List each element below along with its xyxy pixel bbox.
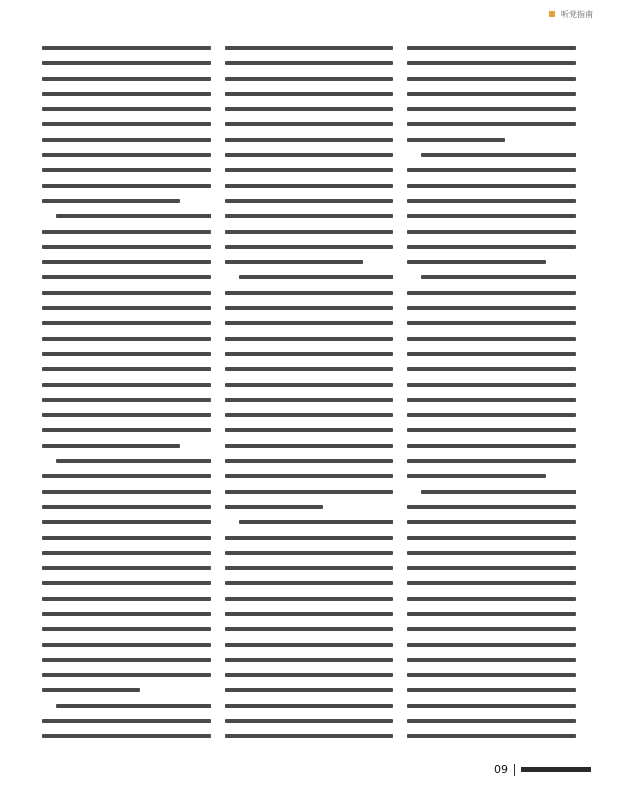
text-line xyxy=(407,551,576,555)
text-line xyxy=(407,138,505,142)
text-line xyxy=(407,627,576,631)
running-header xyxy=(549,6,593,22)
text-line xyxy=(407,383,576,387)
text-line xyxy=(225,46,394,50)
text-line xyxy=(225,107,394,111)
text-line xyxy=(407,61,576,65)
text-line xyxy=(421,275,576,279)
text-line xyxy=(56,459,211,463)
text-line xyxy=(407,581,576,585)
text-line xyxy=(225,444,394,448)
text-line xyxy=(42,643,211,647)
text-line xyxy=(407,474,545,478)
text-line xyxy=(407,520,576,524)
text-line xyxy=(225,61,394,65)
text-line xyxy=(225,490,394,494)
text-line xyxy=(407,260,545,264)
text-line xyxy=(225,536,394,540)
text-line xyxy=(407,704,576,708)
text-line xyxy=(42,612,211,616)
text-line xyxy=(407,597,576,601)
text-line xyxy=(56,214,211,218)
text-line xyxy=(42,61,211,65)
text-line xyxy=(42,122,211,126)
text-line xyxy=(239,275,394,279)
text-line xyxy=(407,444,576,448)
text-line xyxy=(42,734,211,738)
text-line xyxy=(225,291,394,295)
text-line xyxy=(225,612,394,616)
text-line xyxy=(225,581,394,585)
text-line xyxy=(225,260,363,264)
text-line xyxy=(225,459,394,463)
text-line xyxy=(225,383,394,387)
text-line xyxy=(225,352,394,356)
text-line xyxy=(56,704,211,708)
text-line xyxy=(407,291,576,295)
text-line xyxy=(225,627,394,631)
publication-name-logo xyxy=(521,767,591,772)
text-line xyxy=(42,688,140,692)
text-line xyxy=(42,383,211,387)
text-line xyxy=(407,321,576,325)
text-line xyxy=(407,107,576,111)
text-line xyxy=(225,474,394,478)
text-line xyxy=(225,214,394,218)
text-line xyxy=(42,199,180,203)
text-line xyxy=(42,107,211,111)
text-column-3 xyxy=(407,46,576,758)
text-column-2 xyxy=(225,46,394,758)
text-line xyxy=(42,352,211,356)
text-line xyxy=(225,138,394,142)
header-accent-mark xyxy=(549,11,555,17)
text-line xyxy=(407,184,576,188)
text-line xyxy=(225,566,394,570)
header-chinese-title: 听党指南 xyxy=(561,9,593,19)
text-line xyxy=(42,321,211,325)
text-line xyxy=(407,643,576,647)
text-line xyxy=(42,245,211,249)
text-line xyxy=(407,673,576,677)
text-line xyxy=(225,199,394,203)
text-line xyxy=(225,398,394,402)
text-line xyxy=(42,398,211,402)
text-line xyxy=(407,306,576,310)
text-line xyxy=(407,566,576,570)
text-line xyxy=(225,153,394,157)
text-line xyxy=(42,474,211,478)
text-line xyxy=(407,734,576,738)
text-line xyxy=(407,77,576,81)
text-line xyxy=(42,566,211,570)
text-line xyxy=(225,719,394,723)
page-footer xyxy=(494,763,591,776)
text-line xyxy=(42,230,211,234)
text-column-1 xyxy=(42,46,211,758)
article-body xyxy=(42,46,576,758)
text-line xyxy=(42,444,180,448)
text-line xyxy=(407,46,576,50)
text-line xyxy=(42,520,211,524)
footer-divider xyxy=(514,764,515,776)
text-line xyxy=(407,658,576,662)
text-line xyxy=(42,168,211,172)
text-line xyxy=(42,92,211,96)
text-line xyxy=(42,184,211,188)
text-line xyxy=(225,184,394,188)
text-line xyxy=(407,413,576,417)
text-line xyxy=(239,520,394,524)
text-line xyxy=(225,413,394,417)
text-line xyxy=(42,581,211,585)
text-line xyxy=(407,719,576,723)
text-line xyxy=(407,337,576,341)
text-line xyxy=(42,505,211,509)
text-line xyxy=(407,398,576,402)
text-line xyxy=(42,306,211,310)
text-line xyxy=(421,490,576,494)
text-line xyxy=(42,597,211,601)
text-line xyxy=(407,428,576,432)
text-line xyxy=(407,612,576,616)
text-line xyxy=(42,291,211,295)
text-line xyxy=(407,92,576,96)
text-line xyxy=(407,367,576,371)
text-line xyxy=(42,673,211,677)
text-line xyxy=(407,168,576,172)
text-line xyxy=(225,704,394,708)
text-line xyxy=(225,245,394,249)
text-line xyxy=(42,260,211,264)
text-line xyxy=(42,46,211,50)
text-line xyxy=(407,688,576,692)
text-line xyxy=(225,367,394,371)
text-line xyxy=(407,505,576,509)
text-line xyxy=(42,337,211,341)
text-line xyxy=(225,597,394,601)
page-number: 09 xyxy=(494,763,508,776)
text-line xyxy=(225,168,394,172)
text-line xyxy=(42,275,211,279)
text-line xyxy=(407,459,576,463)
text-line xyxy=(42,367,211,371)
text-line xyxy=(407,536,576,540)
text-line xyxy=(42,153,211,157)
text-line xyxy=(225,643,394,647)
text-line xyxy=(225,734,394,738)
text-line xyxy=(407,122,576,126)
text-line xyxy=(42,627,211,631)
text-line xyxy=(407,199,576,203)
text-line xyxy=(225,337,394,341)
text-line xyxy=(225,673,394,677)
text-line xyxy=(225,688,394,692)
text-line xyxy=(42,138,211,142)
text-line xyxy=(225,92,394,96)
text-line xyxy=(407,245,576,249)
text-line xyxy=(407,352,576,356)
text-line xyxy=(225,306,394,310)
text-line xyxy=(407,214,576,218)
text-line xyxy=(225,505,323,509)
text-line xyxy=(225,428,394,432)
text-line xyxy=(225,321,394,325)
text-line xyxy=(421,153,576,157)
text-line xyxy=(42,719,211,723)
text-line xyxy=(225,230,394,234)
text-line xyxy=(225,658,394,662)
text-line xyxy=(225,551,394,555)
text-line xyxy=(42,490,211,494)
text-line xyxy=(225,77,394,81)
text-line xyxy=(42,551,211,555)
text-line xyxy=(42,536,211,540)
text-line xyxy=(42,77,211,81)
text-line xyxy=(42,658,211,662)
text-line xyxy=(42,413,211,417)
text-line xyxy=(42,428,211,432)
text-line xyxy=(407,230,576,234)
text-line xyxy=(225,122,394,126)
